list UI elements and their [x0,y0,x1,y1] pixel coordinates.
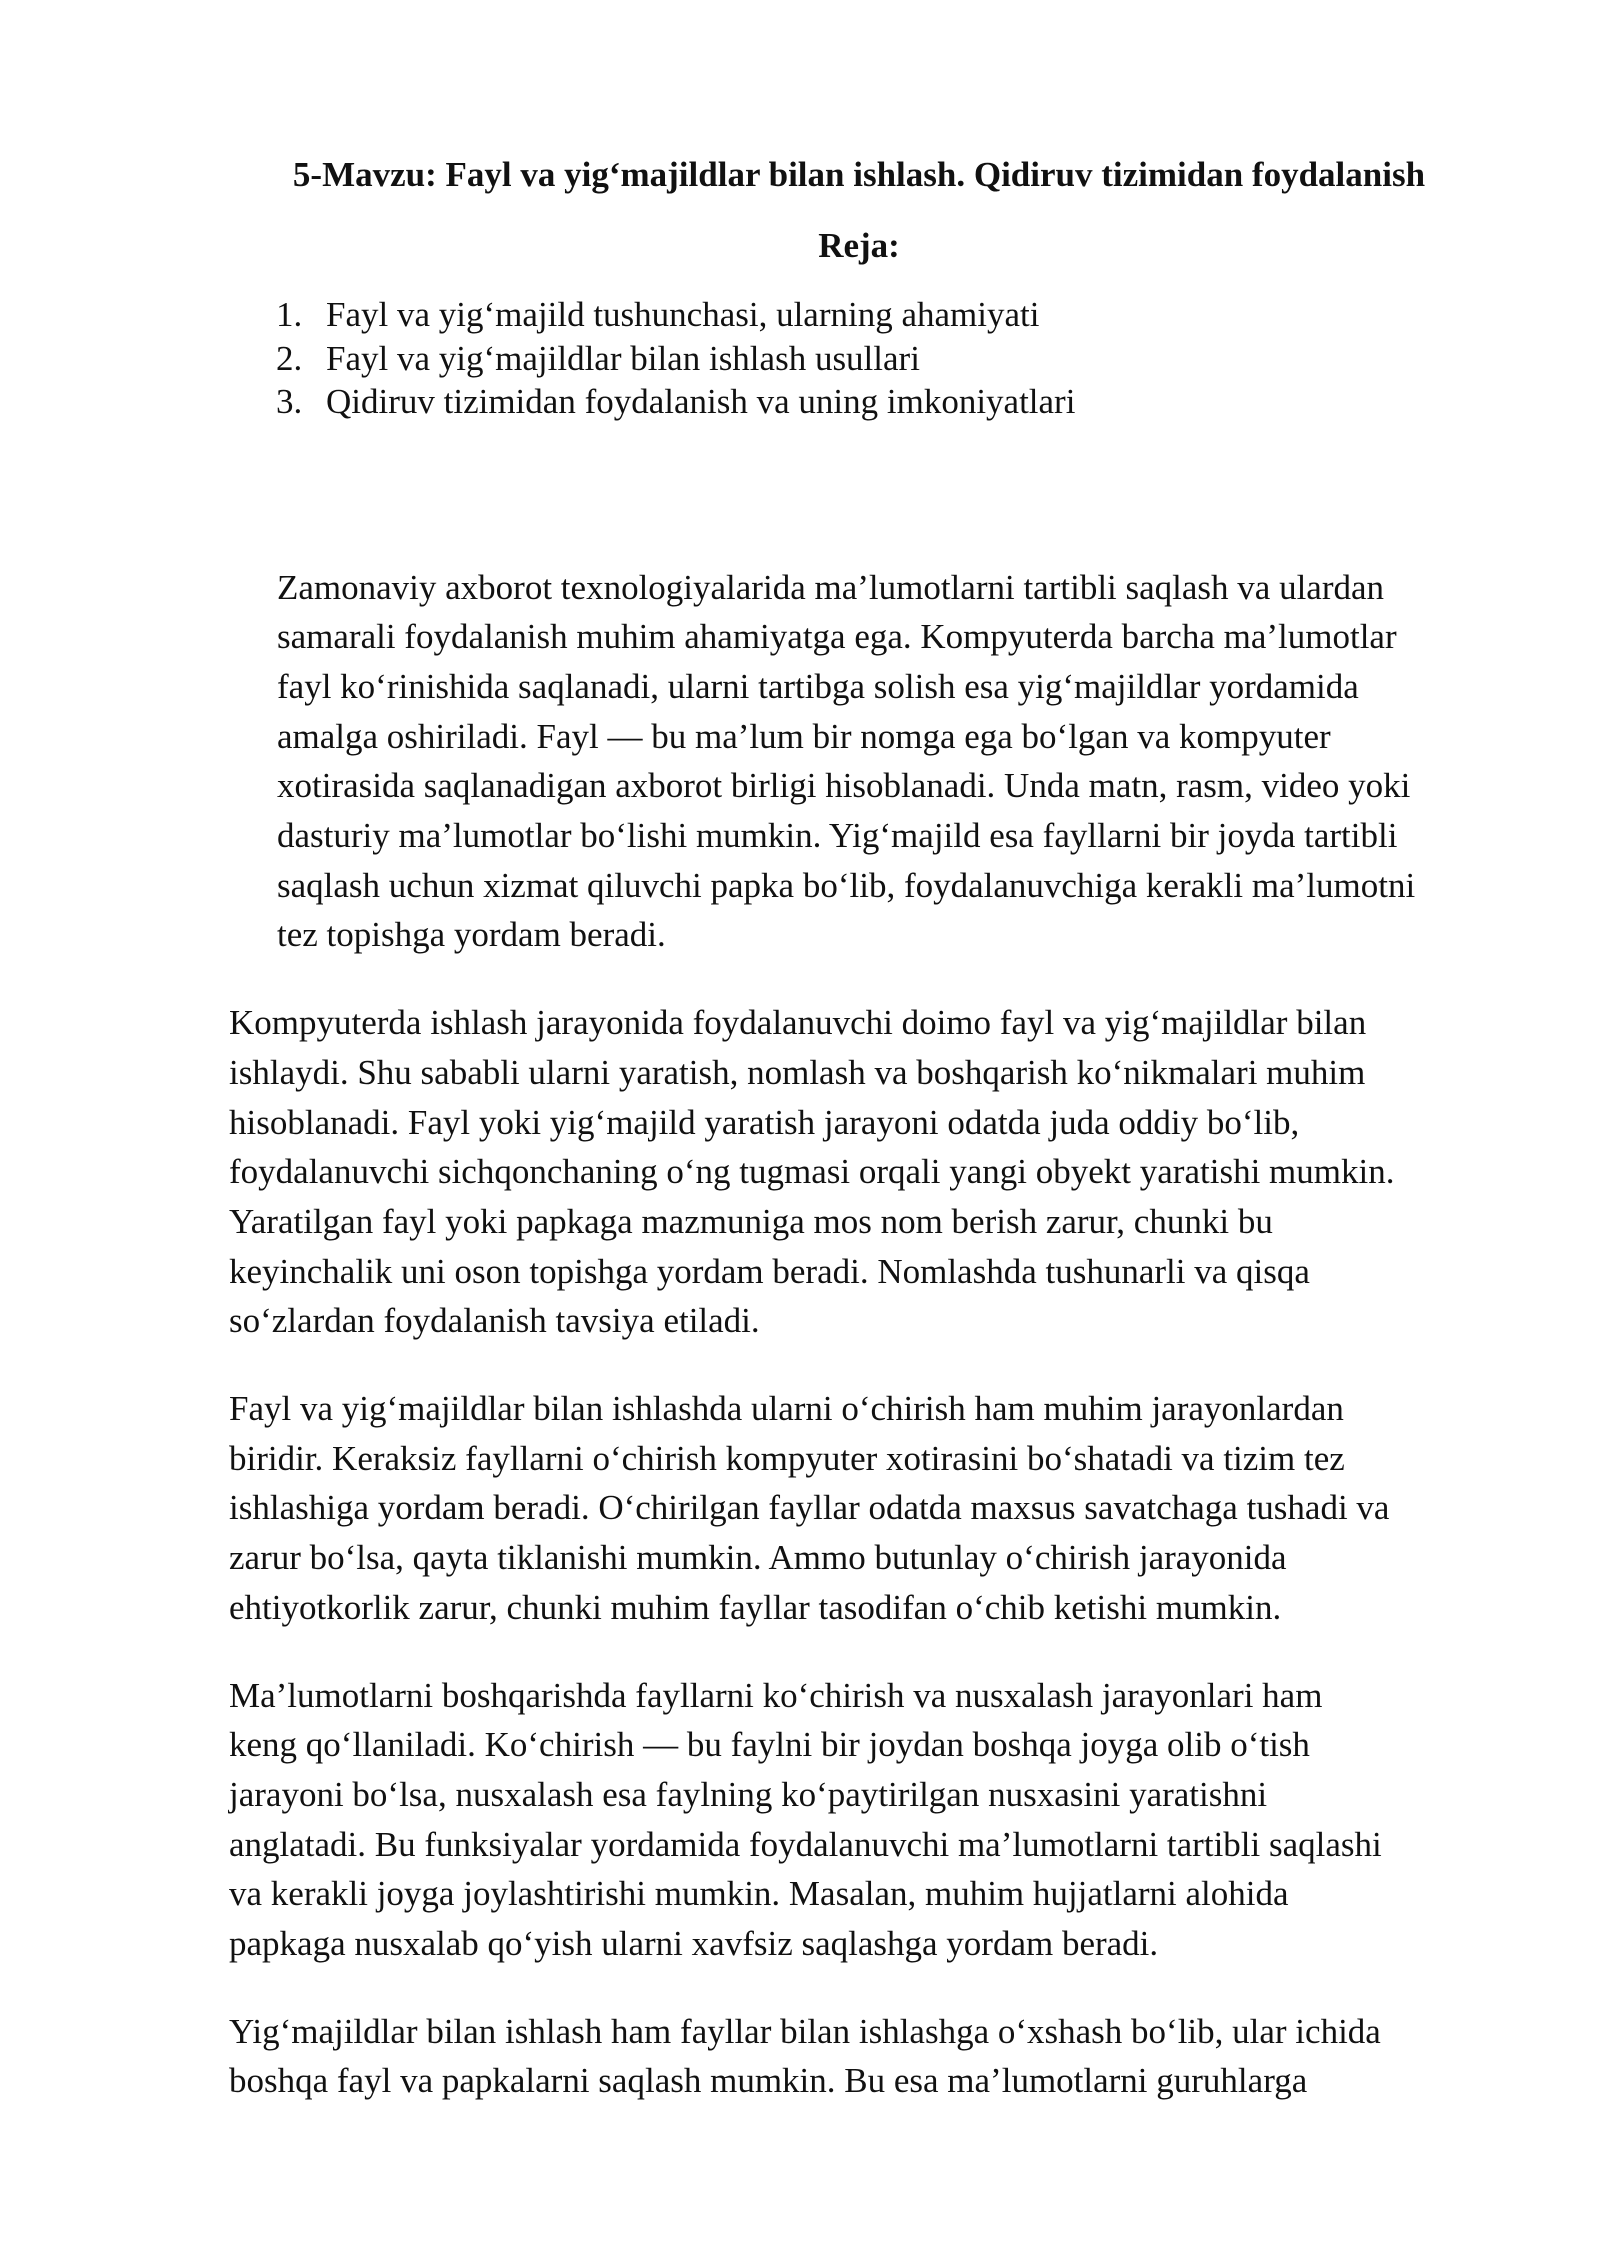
text-line: foydalanuvchi sichqonchaning o‘ng tugmasi orqali yangi obyekt yaratishi mumkin. [229,1152,1395,1192]
text-line: keyinchalik uni oson topishga yordam beradi. Nomlashda tushunarli va qisqa [229,1251,1310,1291]
text-line: biridir. Keraksiz fayllarni o‘chirish kompyuter xotirasini bo‘shatadi va tizim tez [229,1438,1345,1478]
text-line: keng qo‘llaniladi. Ko‘chirish — bu faylni bir joydan boshqa joyga olib o‘tish [229,1725,1310,1765]
text-line: Kompyuterda ishlash jarayonida foydalanuvchi doimo fayl va yig‘majildlar bilan [229,1003,1367,1043]
text-line: fayl ko‘rinishida saqlanadi, ularni tartibga solish esa yig‘majildlar yordamida [277,666,1359,706]
plan-item-text: Qidiruv tizimidan foydalanish va uning imkoniyatlari [326,382,1076,421]
paragraph-deleting [229,1384,1489,1633]
paragraph-moving-copying [229,1671,1489,1969]
text-line: zarur bo‘lsa, qayta tiklanishi mumkin. Ammo butunlay o‘chirish jarayonida [229,1538,1287,1578]
text-line: Yaratilgan fayl yoki papkaga mazmuniga mos nom berish zarur, chunki bu [229,1201,1273,1241]
text-line: so‘zlardan foydalanish tavsiya etiladi. [229,1301,760,1341]
paragraph-creating [229,998,1489,1346]
text-line: saqlash uchun xizmat qiluvchi papka bo‘lib, foydalanuvchiga kerakli ma’lumotni [277,865,1416,905]
text-line: Yig‘majildlar bilan ishlash ham fayllar bilan ishlashga o‘xshash bo‘lib, ular ichida [229,2011,1381,2051]
plan-item [229,380,1489,424]
text-line: anglatadi. Bu funksiyalar yordamida foydalanuvchi ma’lumotlarni tartibli saqlashi [229,1824,1382,1864]
text-line: ishlashiga yordam beradi. O‘chirilgan fayllar odatda maxsus savatchaga tushadi va [229,1488,1390,1528]
text-line: tez topishga yordam beradi. [277,915,666,955]
text-line: hisoblanadi. Fayl yoki yig‘majild yaratish jarayoni odatda juda oddiy bo‘lib, [229,1102,1300,1142]
text-line: boshqa fayl va papkalarni saqlash mumkin. Bu esa ma’lumotlarni guruhlarga [229,2061,1308,2101]
text-line: Zamonaviy axborot texnologiyalarida ma’lumotlarni tartibli saqlash va ulardan [277,567,1385,607]
text-line: papkaga nusxalab qo‘yish ularni xavfsiz saqlashga yordam beradi. [229,1924,1159,1964]
text-line: ishlaydi. Shu sababli ularni yaratish, nomlash va boshqarish ko‘nikmalari muhim [229,1052,1366,1092]
text-line: dasturiy ma’lumotlar bo‘lishi mumkin. Yig‘majild esa fayllarni bir joyda tartibli [277,816,1398,856]
paragraph-folders [229,2007,1489,2106]
plan-item-number: 3. [276,382,303,421]
text-line: jarayoni bo‘lsa, nusxalash esa faylning ko‘paytirilgan nusxasini yaratishni [229,1774,1268,1814]
plan-list [229,293,1489,424]
text-line: va kerakli joyga joylashtirishi mumkin. Masalan, muhim hujjatlarni alohida [229,1874,1289,1914]
document-title: 5-Mavzu: Fayl va yig‘majildlar bilan ishlash. Qidiruv tizimidan foydalanish [292,155,1426,194]
text-line: ehtiyotkorlik zarur, chunki muhim fayllar tasodifan o‘chib ketishi mumkin. [229,1587,1282,1627]
text-line: xotirasida saqlanadigan axborot birligi hisoblanadi. Unda matn, rasm, video yoki [277,766,1411,806]
plan-item [229,293,1489,337]
paragraph-intro [229,563,1489,961]
text-line: amalga oshiriladi. Fayl — bu ma’lum bir nomga ega bo‘lgan va kompyuter [277,716,1331,756]
text-line: Fayl va yig‘majildlar bilan ishlashda ularni o‘chirish ham muhim jarayonlardan [229,1389,1344,1429]
plan-heading: Reja: [818,226,900,265]
plan-item-number: 1. [276,295,303,334]
document-page [229,150,1489,2106]
plan-item-text: Fayl va yig‘majild tushunchasi, ularning ahamiyati [326,295,1040,334]
plan-item-number: 2. [276,338,303,378]
plan-item [229,337,1489,381]
plan-item-text: Fayl va yig‘majildlar bilan ishlash usullari [326,338,920,378]
text-line: Ma’lumotlarni boshqarishda fayllarni ko‘chirish va nusxalash jarayonlari ham [229,1675,1323,1715]
text-line: samarali foydalanish muhim ahamiyatga ega. Kompyuterda barcha ma’lumotlar [277,617,1397,657]
